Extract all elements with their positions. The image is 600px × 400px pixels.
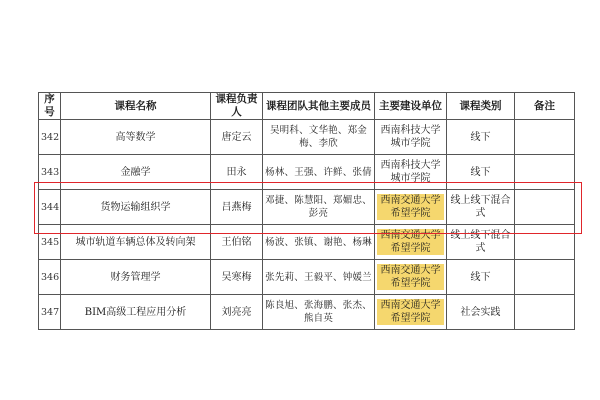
- cell-course-type: 线上线下混合式: [447, 190, 515, 225]
- cell-course-name: 高等数学: [61, 120, 211, 155]
- unit-text-highlighted: 西南交通大学希望学院: [377, 264, 444, 290]
- cell-note: [515, 190, 575, 225]
- cell-no: 346: [39, 260, 61, 295]
- cell-no: 342: [39, 120, 61, 155]
- cell-team-members: 杨波、张镇、谢艳、杨琳: [263, 225, 375, 260]
- table-header-row: [39, 93, 575, 120]
- header-unit: 主要建设单位: [375, 93, 447, 120]
- table-row: [39, 155, 575, 190]
- cell-team-members: 陈良旭、张海鹏、张杰、熊自英: [263, 295, 375, 330]
- cell-unit: [375, 225, 447, 260]
- cell-note: [515, 260, 575, 295]
- cell-course-lead: 唐定云: [211, 120, 263, 155]
- cell-course-type: 线下: [447, 120, 515, 155]
- header-note: 备注: [515, 93, 575, 120]
- table-row: [39, 295, 575, 330]
- cell-team-members: 张先莉、王毅平、钟媛兰: [263, 260, 375, 295]
- cell-course-name: 财务管理学: [61, 260, 211, 295]
- cell-no: 345: [39, 225, 61, 260]
- cell-course-name: BIM高级工程应用分析: [61, 295, 211, 330]
- header-no: 序号: [39, 93, 61, 120]
- cell-team-members: 吴明科、文华艳、郑金梅、李欣: [263, 120, 375, 155]
- unit-text: 西南科技大学城市学院: [380, 160, 441, 184]
- course-table: [38, 92, 575, 330]
- cell-no: 344: [39, 190, 61, 225]
- cell-team-members: 杨林、王强、许鲜、张倩: [263, 155, 375, 190]
- table-row: [39, 225, 575, 260]
- unit-text-highlighted: 西南交通大学希望学院: [377, 299, 444, 325]
- cell-note: [515, 225, 575, 260]
- cell-note: [515, 295, 575, 330]
- cell-course-type: 线上线下混合式: [447, 225, 515, 260]
- cell-course-lead: 田永: [211, 155, 263, 190]
- unit-text-highlighted: 西南交通大学希望学院: [377, 229, 444, 255]
- cell-course-lead: 吕燕梅: [211, 190, 263, 225]
- header-course-type: 课程类别: [447, 93, 515, 120]
- table-row-selected: [39, 190, 575, 225]
- cell-team-members: 邓捷、陈慧阳、郑媚忠、彭亮: [263, 190, 375, 225]
- cell-unit: [375, 295, 447, 330]
- header-course-lead: 课程负责人: [211, 93, 263, 120]
- cell-course-lead: 刘亮亮: [211, 295, 263, 330]
- cell-course-name: 金融学: [61, 155, 211, 190]
- table-row: [39, 260, 575, 295]
- header-course-name: 课程名称: [61, 93, 211, 120]
- course-table-container: [38, 92, 574, 330]
- unit-text-highlighted: 西南交通大学希望学院: [377, 194, 444, 220]
- header-team-members: 课程团队其他主要成员: [263, 93, 375, 120]
- unit-text: 西南科技大学城市学院: [380, 125, 441, 149]
- cell-course-type: 社会实践: [447, 295, 515, 330]
- cell-unit: [375, 190, 447, 225]
- cell-course-type: 线下: [447, 155, 515, 190]
- cell-note: [515, 120, 575, 155]
- cell-no: 347: [39, 295, 61, 330]
- cell-unit: [375, 120, 447, 155]
- cell-unit: [375, 155, 447, 190]
- cell-course-lead: 王伯铭: [211, 225, 263, 260]
- cell-course-lead: 吴寒梅: [211, 260, 263, 295]
- cell-note: [515, 155, 575, 190]
- table-row: [39, 120, 575, 155]
- cell-no: 343: [39, 155, 61, 190]
- cell-course-type: 线下: [447, 260, 515, 295]
- cell-course-name: 城市轨道车辆总体及转向架: [61, 225, 211, 260]
- cell-unit: [375, 260, 447, 295]
- cell-course-name: 货物运输组织学: [61, 190, 211, 225]
